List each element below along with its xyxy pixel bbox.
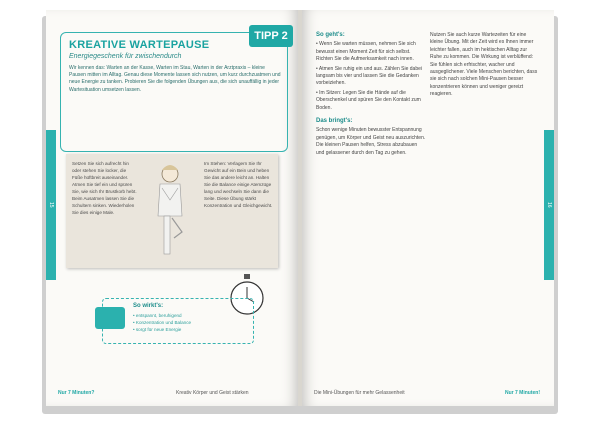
right-page [302,10,554,406]
left-page-number: 15 [48,202,54,208]
left-page [46,10,298,406]
left-footer-title: Nur 7 Minuten? [58,390,95,396]
list-item: • sorgt für neue Energie [133,327,182,332]
left-side-tab [46,130,56,280]
photo-card-text-left: Setzen Sie sich aufrecht hin oder stehen Sie locker, die Füße hüftbreit auseinander. Atmen Sie tief ein und spüren Sie, wie sich Ihr Brustkorb hebt. Beim Ausatmen lassen Sie die Schultern sinken. Wiederholen Sie dies einige Male. [72,161,137,215]
right-footer-subtitle: Die Mini-Übungen für mehr Gelassenheit [314,390,405,396]
right-column-2: Nutzen Sie auch kurze Wartezeiten für eine kleine Übung. Mit der Zeit wird es Ihnen immer leichter fallen, auch im hektischen Alltag zur Ruhe zu kommen. Die Wirkung ist verblüffend: Sie fühlen sich erfrischter, wacher und ausgeglichener. Viele Menschen berichten, dass sie sich nach solchen Mini-Pausen besser konzentrieren können und weniger gereizt reagieren. [430,32,538,98]
photo-card [66,154,278,268]
open-book [46,10,554,412]
list-item: • Im Sitzen: Legen Sie die Hände auf die Oberschenkel und spüren Sie den Kontakt zum Boden. [316,89,421,111]
so-gehts-list [316,41,426,112]
right-page-number: 16 [546,202,552,208]
list-item: • entspannt, beruhigend [133,313,182,318]
tip-subtitle: Energiegeschenk für zwischendurch [69,53,182,60]
tip-badge: TIPP 2 [249,25,293,47]
photo-card-text-right: Im Stehen: Verlagern Sie Ihr Gewicht auf ein Bein und heben Sie das andere leicht an. Halten Sie die Balance einige Atemzüge lang und wechseln Sie dann die Seite. Diese Übung stärkt Konzentration und Gleichgewicht. [204,161,273,208]
tip-text: Wir kennen das: Warten an der Kasse, Warten im Stau, Warten in der Arztpraxis – kleine Pausen mitten im Alltag. Genau diese Momente lassen sich nutzen, um kurz durchzuatmen und neue Energie zu tanken. Probieren Sie die folgenden Übungen aus, die sich unauffällig in jeder Wartesituation umsetzen lassen. [69,65,281,93]
list-item: • Atmen Sie ruhig ein und aus. Zählen Sie dabei langsam bis vier und lassen Sie die Gedanken vorbeiziehen. [316,65,422,87]
right-column-1 [316,32,426,157]
so-wirkts-title: So wirkt's: [133,303,164,309]
tip-title: KREATIVE WARTEPAUSE [69,39,210,51]
so-wirkts-box [102,298,254,344]
woman-balance-illustration [142,160,198,264]
left-footer-subtitle: Kreativ Körper und Geist stärken [176,390,249,396]
list-item: • Konzentration und Balance [133,320,192,325]
so-gehts-heading: So geht's: [316,32,345,38]
tip-box [60,32,288,152]
list-item: • Wenn Sie warten müssen, nehmen Sie sich bewusst einen Moment Zeit für sich selbst. Richten Sie die Aufmerksamkeit nach innen. [316,41,416,63]
first-aid-kit-icon [95,307,125,329]
das-bringts-heading: Das bringt's: [316,118,353,125]
right-footer-title: Nur 7 Minuten! [505,390,540,396]
so-wirkts-list [133,312,191,333]
das-bringts-text: Schon wenige Minuten bewusster Entspannung genügen, um Körper und Geist neu auszurichten. Die kleinen Pausen helfen, Stress abzubauen und gelassener durch den Tag zu gehen. [316,127,426,156]
right-side-tab [544,130,554,280]
